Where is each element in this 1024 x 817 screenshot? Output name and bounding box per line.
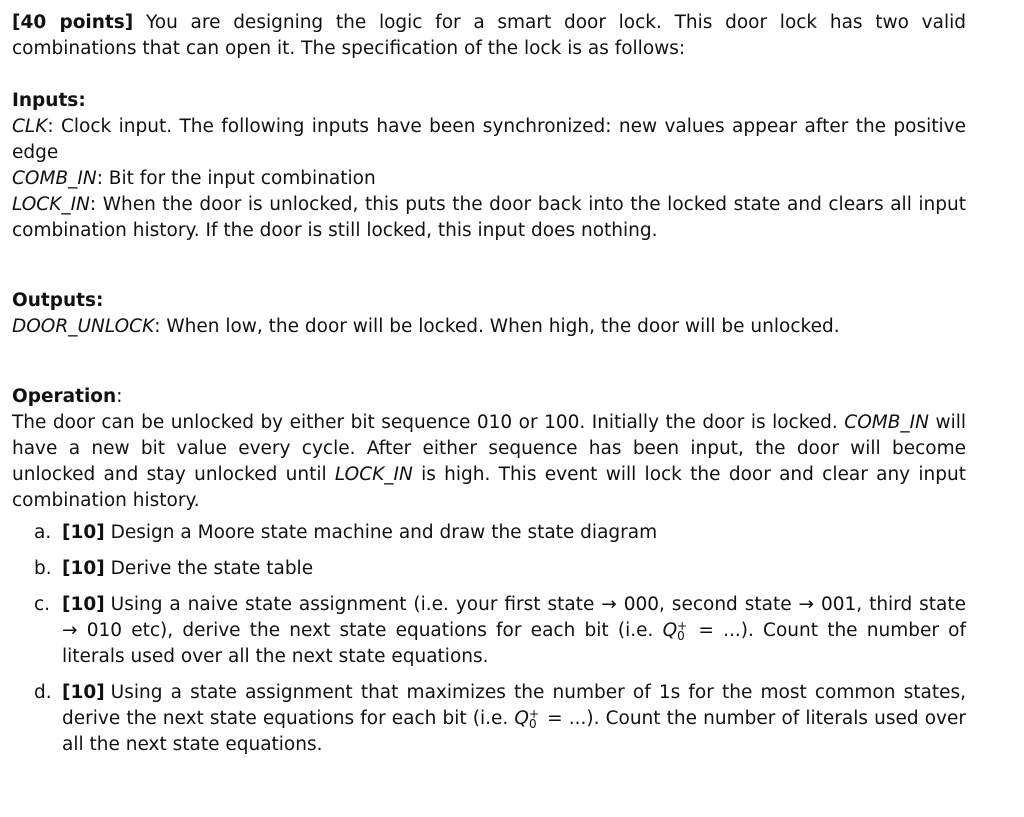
operation-text-2: will have a new bit value every cycle. After either sequence has been input, the door will become unlocked and stay unlocked until xyxy=(12,412,967,485)
task-points: [10] xyxy=(62,558,105,579)
task-text-a: Using a state assignment that maximizes the number of 1s for the most common states, derive the next state equations for each bit (i.e. xyxy=(62,682,966,729)
lock-line xyxy=(12,192,966,244)
operation-heading xyxy=(12,384,966,410)
task-label: d. xyxy=(34,682,52,703)
q-superscript: + xyxy=(677,619,688,633)
intro-text: You are designing the logic for a smart door lock. This door lock has two valid combinations that can open it. The specification of the lock is as follows: xyxy=(12,12,966,59)
clk-text: : Clock input. The following inputs have been synchronized: new values appear after the positive edge xyxy=(12,116,966,163)
door-unlock-name: DOOR_UNLOCK xyxy=(12,316,155,337)
problem-document xyxy=(12,10,966,768)
comb-text: : Bit for the input combination xyxy=(96,168,376,189)
operation-heading-colon: : xyxy=(116,386,123,407)
task-text: Derive the state table xyxy=(110,558,314,579)
operation-comb-name: COMB_IN xyxy=(844,412,929,433)
clk-name: CLK xyxy=(12,116,48,137)
door-unlock-text: : When low, the door will be locked. When high, the door will be unlocked. xyxy=(154,316,840,337)
q-superscript: + xyxy=(528,707,540,721)
task-points: [10] xyxy=(62,594,105,615)
task-item-b xyxy=(12,556,966,582)
task-item-a xyxy=(12,520,966,546)
comb-line xyxy=(12,166,966,192)
task-item-c xyxy=(12,592,966,670)
task-label: b. xyxy=(34,558,52,579)
operation-text-3: is high. This event will lock the door and clear any input combination history. xyxy=(12,464,966,511)
task-label: c. xyxy=(34,594,51,615)
q-supsub xyxy=(529,709,539,729)
door-unlock-line xyxy=(12,314,966,340)
q-subscript: 0 xyxy=(528,717,537,731)
inputs-heading: Inputs: xyxy=(12,90,86,111)
task-text: Design a Moore state machine and draw the state diagram xyxy=(110,522,658,543)
lock-name: LOCK_IN xyxy=(12,194,90,215)
task-list xyxy=(12,520,966,758)
lock-text: : When the door is unlocked, this puts the door back into the locked state and clears all input combination history. If the door is still locked, this input does nothing. xyxy=(12,194,966,241)
comb-name: COMB_IN xyxy=(12,168,97,189)
task-text-b: = ...). Count the number of literals used over all the next state equations. xyxy=(62,708,966,755)
outputs-heading: Outputs: xyxy=(12,290,104,311)
operation-paragraph xyxy=(12,410,966,514)
clk-line xyxy=(12,114,966,166)
task-item-d xyxy=(12,680,966,758)
task-points: [10] xyxy=(62,522,105,543)
intro-paragraph xyxy=(12,10,966,62)
q-supsub xyxy=(677,621,687,641)
task-text-b: = ...). Count the number of literals used over all the next state equations. xyxy=(62,620,966,667)
task-label: a. xyxy=(34,522,52,543)
task-text-a: Using a naive state assignment (i.e. your first state → 000, second state → 001, third state → 010 etc), derive the next state equations for each bit (i.e. xyxy=(62,594,966,641)
operation-heading-text: Operation xyxy=(12,386,117,407)
q-subscript: 0 xyxy=(677,629,685,643)
q-symbol: Q xyxy=(514,708,529,729)
q-symbol: Q xyxy=(662,620,678,641)
operation-lock-name: LOCK_IN xyxy=(334,464,413,485)
task-points: [10] xyxy=(62,682,105,703)
operation-text-1: The door can be unlocked by either bit sequence 010 or 100. Initially the door is locked. xyxy=(12,412,845,433)
points-label: [40 points] xyxy=(12,12,134,33)
